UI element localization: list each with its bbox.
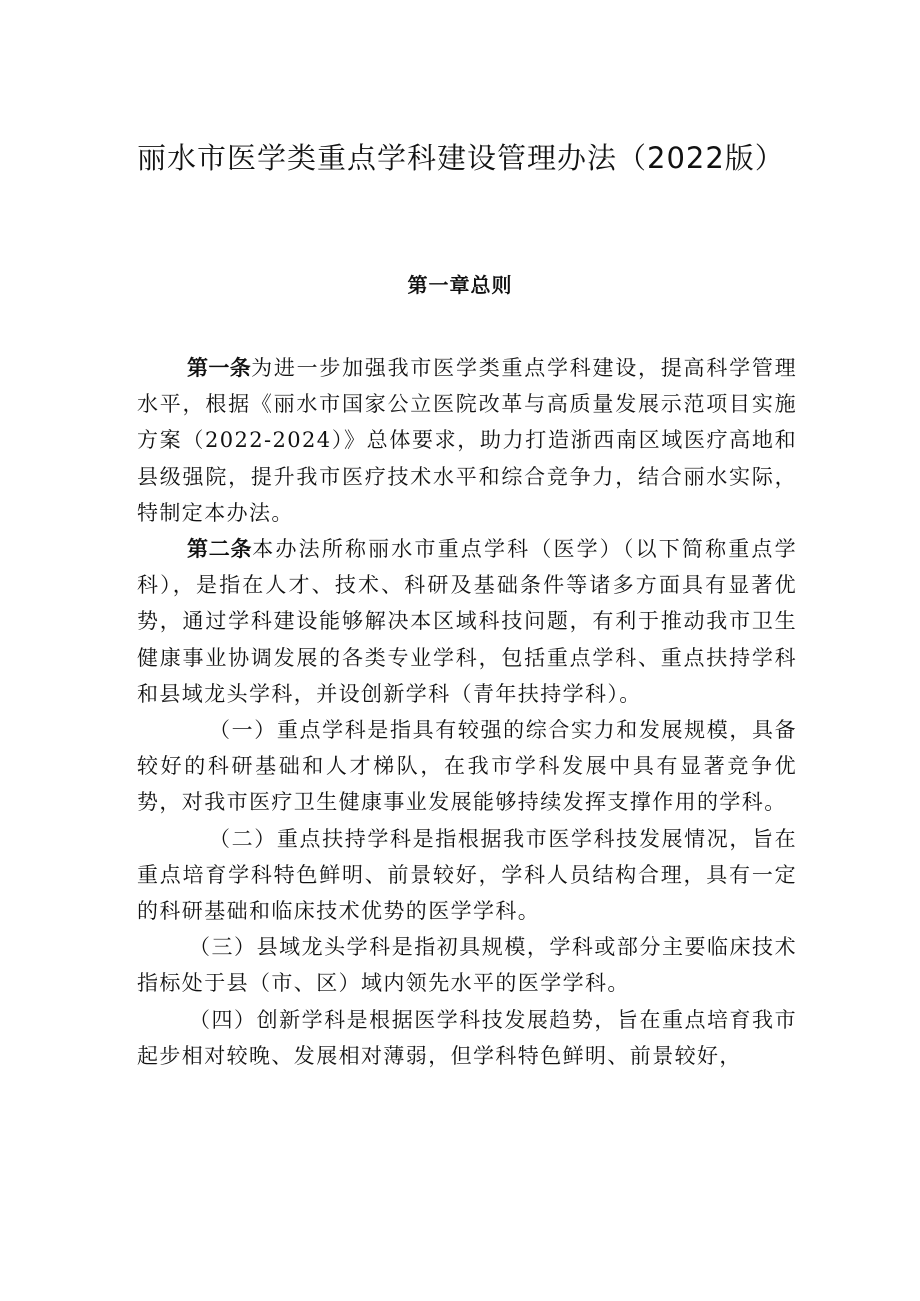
list-item: （一）重点学科是指具有较强的综合实力和发展规模，具备较好的科研基础和人才梯队，在我市学科发展中具有显著竞争优势，对我市医疗卫生健康事业发展能够持续发挥支撑作用的学科。: [137, 718, 797, 815]
article-text: 本办法所称丽水市重点学科（医学）（以下简称重点学科），是指在人才、技术、科研及基础条件等诸多方面具有显著优势，通过学科建设能够解决本区域科技问题，有利于推动我市卫生健康事业协调发展的各类专业学科，包括重点学科、重点扶持学科和县域龙头学科，并设创新学科（青年扶持学科）。: [137, 537, 797, 706]
list-item: （四）创新学科是根据医学科技发展趋势，旨在重点培育我市起步相对较晚、发展相对薄弱，但学科特色鲜明、前景较好，: [137, 1007, 797, 1068]
article-paragraph: [137, 531, 797, 712]
list-item: （二）重点扶持学科是指根据我市医学科技发展情况，旨在重点培育学科特色鲜明、前景较好，学科人员结构合理，具有一定的科研基础和临床技术优势的医学学科。: [137, 826, 797, 924]
article-label: 第一条: [187, 356, 252, 380]
article-label: 第二条: [187, 537, 253, 562]
list-item: （三）县域龙头学科是指初具规模，学科或部分主要临床技术指标处于县（市、区）域内领先水平的医学学科。: [137, 935, 797, 996]
document-title: 丽水市医学类重点学科建设管理办法（2022版）: [137, 141, 785, 175]
document-body: [137, 350, 797, 1074]
article-paragraph: [137, 350, 797, 531]
chapter-heading: 第一章总则: [407, 273, 513, 297]
article-text: 为进一步加强我市医学类重点学科建设，提高科学管理水平，根据《丽水市国家公立医院改革与高质量发展示范项目实施方案（2022-2024）》总体要求，助力打造浙西南区域医疗高地和县级强院，提升我市医疗技术水平和综合竞争力，结合丽水实际，特制定本办法。: [137, 356, 797, 525]
